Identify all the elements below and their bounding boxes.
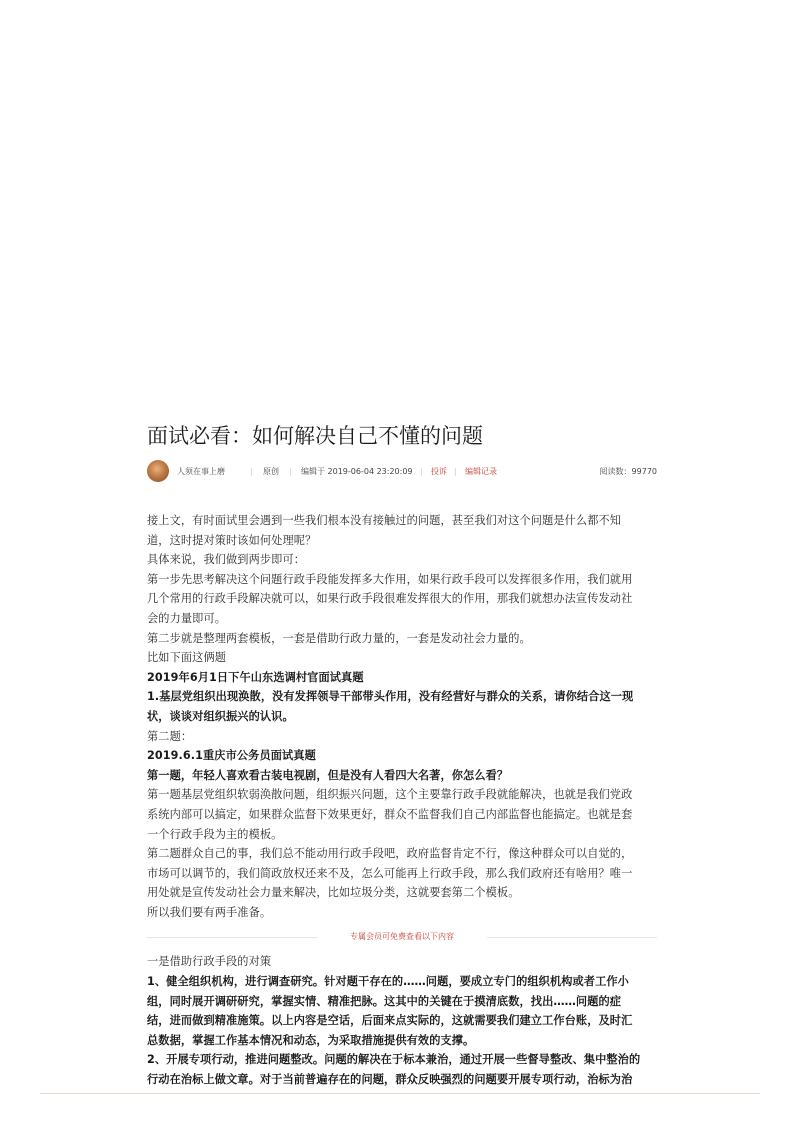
article-content: [147, 511, 657, 1090]
paragraph-line: 比如下面这俩题: [147, 651, 227, 665]
article-type-badge: 原创: [263, 467, 279, 476]
meta-separator: |: [289, 467, 292, 476]
author-avatar[interactable]: [147, 460, 169, 482]
paragraph-line: 第二题群众自己的事，我们总不能动用行政手段吧，政府监督肯定不行，像这种群众可以自觉的，: [147, 847, 633, 861]
edit-time: 编辑于 2019-06-04 23:20:09: [301, 467, 413, 476]
paragraph-line: 2019.6.1重庆市公务员面试真题: [147, 749, 316, 763]
member-only-notice: 专属会员可免费查看以下内容: [350, 932, 454, 942]
paragraph-line: 道，这时提对策时该如何处理呢？: [147, 533, 317, 547]
paragraph-line: 结，进而做到精准施策。以上内容是空话，后面来点实际的，这就需要我们建立工作台账，及时汇: [147, 1014, 633, 1028]
paragraph-line: 1.基层党组织出现涣散，没有发挥领导干部带头作用，没有经营好与群众的关系，请你结合这一现: [147, 690, 634, 704]
paragraph-line: 组，同时展开调研研究，掌握实情、精准把脉。这其中的关键在于摸清底数，找出……问题的症: [147, 994, 622, 1008]
paragraph-line: 一个行政手段为主的模板。: [147, 827, 283, 841]
edit-history-link[interactable]: 编辑记录: [465, 467, 497, 476]
report-link[interactable]: 投诉: [431, 467, 447, 476]
paragraph-line: 状，谈谈对组织振兴的认识。: [147, 709, 294, 723]
paragraph-line: 总数据，掌握工作基本情况和动态，为采取措施提供有效的支撑。: [147, 1033, 475, 1047]
article: [147, 418, 657, 1090]
paragraph-line: 具体来说，我们做到两步即可：: [147, 553, 306, 567]
paragraph-line: 第一步先思考解决这个问题行政手段能发挥多大作用，如果行政手段可以发挥很多作用，我们就用: [147, 572, 633, 586]
article-body: [147, 511, 657, 922]
member-content: [147, 952, 657, 1089]
paragraph-line: 2、开展专项行动，推进问题整改。问题的解决在于标本兼治，通过开展一些督导整改、集中整治的: [147, 1053, 641, 1067]
paragraph-line: 第二题：: [147, 729, 193, 743]
paragraph-line: 所以我们要有两手准备。: [147, 905, 272, 919]
meta-separator: |: [454, 467, 457, 476]
meta-separator: |: [250, 467, 253, 476]
paragraph-line: 第二步就是整理两套模板，一套是借助行政力量的，一套是发动社会力量的。: [147, 631, 531, 645]
paragraph-line: 接上文，有时面试里会遇到一些我们根本没有接触过的问题，甚至我们对这个问题是什么都不知: [147, 514, 622, 527]
article-meta: [147, 458, 657, 486]
paragraph-line: 第一题，年轻人喜欢看古装电视剧，但是没有人看四大名著，你怎么看？: [147, 768, 509, 782]
paragraph-line: 2019年6月1日下午山东选调村官面试真题: [147, 670, 364, 684]
paragraph-line: 行动在治标上做文章。对于当前普遍存在的问题，群众反映强烈的问题要开展专项行动，治标为治: [147, 1073, 633, 1087]
author-name[interactable]: 人须在事上磨: [177, 467, 225, 476]
article-title: 面试必看：如何解决自己不懂的问题: [147, 424, 483, 448]
view-count: 阅读数：99770: [599, 467, 657, 476]
footer-divider: [40, 1093, 760, 1094]
meta-separator: |: [420, 467, 423, 476]
paragraph-line: 一是借助行政手段的对策: [147, 955, 272, 969]
paragraph-line: 系统内部可以搞定，如果群众监督下效果更好，群众不监督我们自己内部监督也能搞定。也就是套: [147, 807, 633, 821]
paragraph-line: 几个常用的行政手段解决就可以，如果行政手段很难发挥很大的作用，那我们就想办法宣传发动社: [147, 592, 633, 606]
paragraph-line: 会的力量即可。: [147, 611, 227, 625]
paragraph-line: 1、健全组织机构，进行调查研究。针对题干存在的……问题，要成立专门的组织机构或者工作小: [147, 975, 629, 989]
paragraph-line: 市场可以调节的，我们简政放权还来不及，怎么可能再上行政手段，那么我们政府还有啥用？唯一: [147, 866, 633, 880]
member-divider: [147, 924, 657, 950]
paragraph-line: 第一题基层党组织软弱涣散问题，组织振兴问题，这个主要靠行政手段就能解决，也就是我们党政: [147, 788, 633, 802]
paragraph-line: 用处就是宣传发动社会力量来解决，比如垃圾分类，这就要套第二个模板。: [147, 886, 520, 900]
